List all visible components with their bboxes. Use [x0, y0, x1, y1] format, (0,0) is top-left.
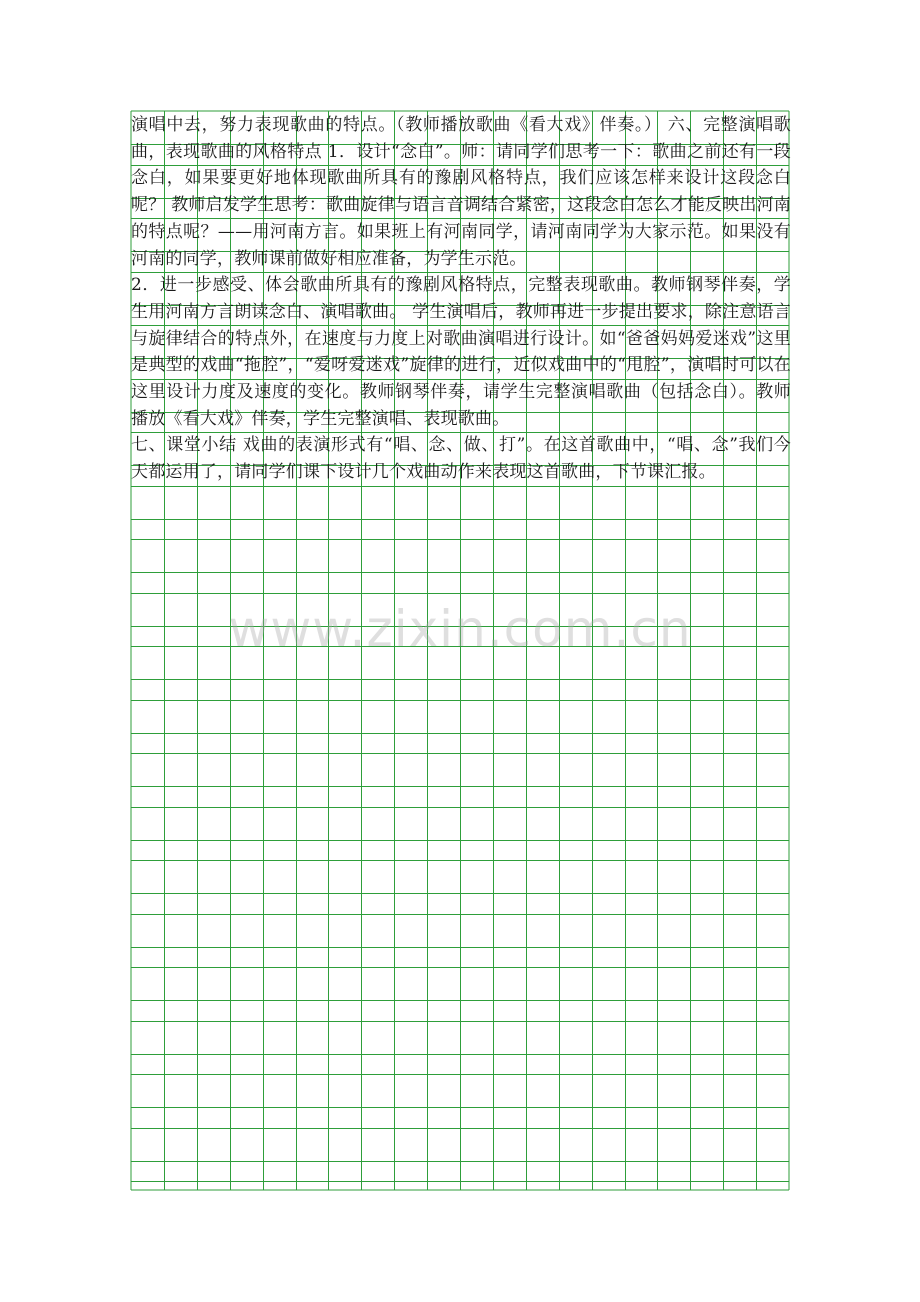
document-body — [131, 112, 791, 486]
paragraph-2: 2．进一步感受、体会歌曲所具有的豫剧风格特点，完整表现歌曲。教师钢琴伴奏，学生用河南方言朗读念白、演唱歌曲。 学生演唱后，教师再进一步提出要求，除注意语言与旋律结合的特点外，在速度与力度上对歌曲演唱进行设计。如“爸爸妈妈爱迷戏”这里是典型的戏曲“拖腔”，“爱呀爱迷戏”旋律的进行，近似戏曲中的“甩腔”，演唱时可以在这里设计力度及速度的变化。教师钢琴伴奏，请学生完整演唱歌曲（包括念白）。教师播放《看大戏》伴奏，学生完整演唱、表现歌曲。 — [131, 275, 791, 429]
watermark: www.zixin.com.cn — [228, 600, 692, 658]
paragraph-3: 七、课堂小结 戏曲的表演形式有“唱、念、做、打”。在这首歌曲中，“唱、念”我们今天都运用了，请同学们课下设计几个戏曲动作来表现这首歌曲，下节课汇报。 — [131, 435, 791, 483]
paragraph-1: 演唱中去，努力表现歌曲的特点。（教师播放歌曲《看大戏》伴奏。） 六、完整演唱歌曲，表现歌曲的风格特点 1．设计“念白”。师：请同学们思考一下：歌曲之前还有一段念白，如果要更好地体现歌曲所具有的豫剧风格特点，我们应该怎样来设计这段念白呢？ 教师启发学生思考：歌曲旋律与语言音调结合紧密，这段念白怎么才能反映出河南的特点呢？——用河南方言。如果班上有河南同学，请河南同学为大家示范。如果没有河南的同学，教师课前做好相应准备，为学生示范。 — [131, 115, 791, 269]
